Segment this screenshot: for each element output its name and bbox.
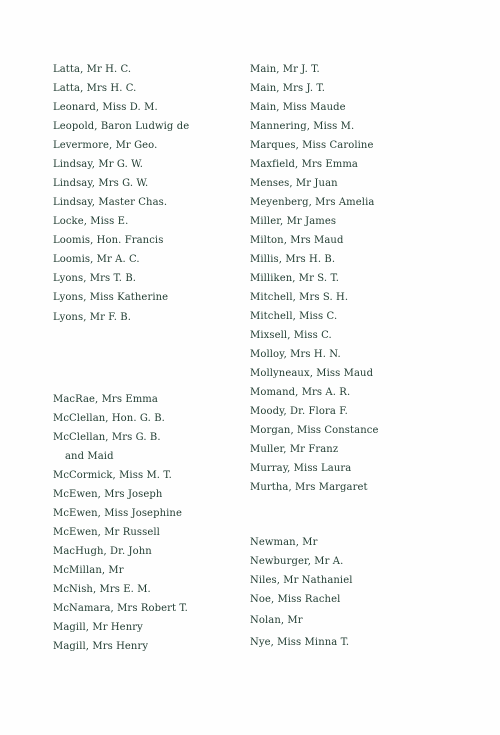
passenger-entry: MacRae, Mrs Emma xyxy=(53,394,158,405)
passenger-entry: McEwen, Miss Josephine xyxy=(53,508,182,519)
passenger-entry: Lindsay, Mr G. W. xyxy=(53,159,144,170)
passenger-entry: Main, Mr J. T. xyxy=(250,64,320,75)
passenger-entry: Loomis, Hon. Francis xyxy=(53,235,164,246)
passenger-entry: Latta, Mrs H. C. xyxy=(53,83,137,94)
passenger-entry: Milliken, Mr S. T. xyxy=(250,273,340,284)
passenger-entry: and Maid xyxy=(65,451,114,462)
passenger-entry: Meyenberg, Mrs Amelia xyxy=(250,197,375,208)
passenger-entry: Murtha, Mrs Margaret xyxy=(250,482,368,493)
passenger-entry: McCormick, Miss M. T. xyxy=(53,470,172,481)
passenger-entry: Latta, Mr H. C. xyxy=(53,64,132,75)
passenger-entry: Momand, Mrs A. R. xyxy=(250,387,351,398)
passenger-entry: McNamara, Mrs Robert T. xyxy=(53,603,188,614)
passenger-entry: Miller, Mr James xyxy=(250,216,337,227)
passenger-entry: Mannering, Miss M. xyxy=(250,121,355,132)
passenger-entry: Lyons, Mrs T. B. xyxy=(53,273,137,284)
passenger-entry: McMillan, Mr xyxy=(53,565,124,576)
passenger-entry: McClellan, Hon. G. B. xyxy=(53,413,165,424)
passenger-entry: Moody, Dr. Flora F. xyxy=(250,406,348,417)
passenger-entry: Mitchell, Miss C. xyxy=(250,311,338,322)
passenger-entry: Locke, Miss E. xyxy=(53,216,129,227)
passenger-entry: McEwen, Mr Russell xyxy=(53,527,160,538)
passenger-entry: McEwen, Mrs Joseph xyxy=(53,489,163,500)
passenger-entry: Loomis, Mr A. C. xyxy=(53,254,140,265)
passenger-entry: Leopold, Baron Ludwig de xyxy=(53,121,190,132)
passenger-entry: Nye, Miss Minna T. xyxy=(250,637,350,648)
passenger-entry: Marques, Miss Caroline xyxy=(250,140,374,151)
passenger-entry: Mollyneaux, Miss Maud xyxy=(250,368,374,379)
passenger-entry: Lindsay, Mrs G. W. xyxy=(53,178,149,189)
passenger-entry: Morgan, Miss Constance xyxy=(250,425,379,436)
passenger-entry: Murray, Miss Laura xyxy=(250,463,352,474)
passenger-entry: Nolan, Mr xyxy=(250,615,303,626)
passenger-entry: Leonard, Miss D. M. xyxy=(53,102,158,113)
passenger-entry: McClellan, Mrs G. B. xyxy=(53,432,161,443)
passenger-entry: Newburger, Mr A. xyxy=(250,556,344,567)
passenger-entry: Muller, Mr Franz xyxy=(250,444,339,455)
passenger-entry: Molloy, Mrs H. N. xyxy=(250,349,341,360)
passenger-entry: Noe, Miss Rachel xyxy=(250,594,341,605)
passenger-entry: Mitchell, Mrs S. H. xyxy=(250,292,349,303)
passenger-entry: Lindsay, Master Chas. xyxy=(53,197,168,208)
passenger-entry: Magill, Mrs Henry xyxy=(53,641,149,652)
passenger-entry: Levermore, Mr Geo. xyxy=(53,140,158,151)
passenger-entry: Niles, Mr Nathaniel xyxy=(250,575,353,586)
passenger-entry: Magill, Mr Henry xyxy=(53,622,143,633)
passenger-entry: Newman, Mr xyxy=(250,537,318,548)
passenger-entry: Milton, Mrs Maud xyxy=(250,235,344,246)
passenger-entry: MacHugh, Dr. John xyxy=(53,546,152,557)
passenger-entry: Millis, Mrs H. B. xyxy=(250,254,336,265)
passenger-entry: Lyons, Mr F. B. xyxy=(53,312,132,323)
passenger-entry: McNish, Mrs E. M. xyxy=(53,584,151,595)
passenger-entry: Lyons, Miss Katherine xyxy=(53,292,169,303)
passenger-entry: Menses, Mr Juan xyxy=(250,178,338,189)
passenger-entry: Mixsell, Miss C. xyxy=(250,330,332,341)
passenger-entry: Main, Miss Maude xyxy=(250,102,346,113)
passenger-entry: Maxfield, Mrs Emma xyxy=(250,159,358,170)
passenger-entry: Main, Mrs J. T. xyxy=(250,83,325,94)
